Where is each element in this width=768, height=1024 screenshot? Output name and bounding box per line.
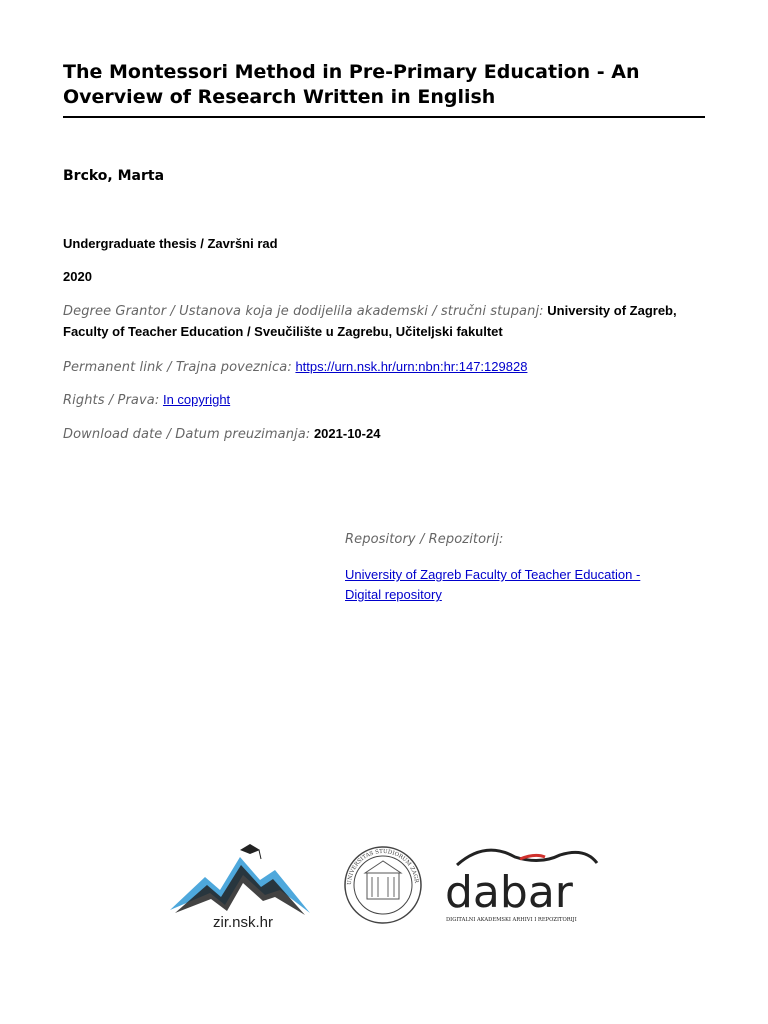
degree-grantor-label: Degree Grantor / Ustanova koja je dodijelila akademski / stručni stupanj: (63, 304, 544, 319)
permanent-link (63, 357, 703, 378)
dabar-subtitle: DIGITALNI AKADEMSKI ARHIVI I REPOZITORIJI (446, 917, 577, 923)
rights-link[interactable]: In copyright (162, 392, 231, 407)
degree-grantor-value: University of Zagreb, Faculty of Teacher Education / Sveučilište u Zagrebu, Učiteljski fakultet (63, 303, 677, 339)
zir-logo (170, 844, 310, 931)
download-date-label: Download date / Datum preuzimanja: (63, 427, 311, 442)
degree-grantor (63, 301, 703, 342)
document-type: Undergraduate thesis / Završni rad (63, 236, 278, 251)
repository-link[interactable]: University of Zagreb Faculty of Teacher Education - Digital repository (345, 567, 641, 602)
document-title: The Montessori Method in Pre-Primary Education - An Overview of Research Written in English (63, 61, 640, 108)
logos-svg (165, 835, 605, 935)
repository-value-row (345, 565, 675, 605)
document-year: 2020 (63, 269, 92, 284)
dabar-logo-text: dabar (445, 867, 573, 918)
graduation-cap-icon (240, 844, 260, 854)
author-name: Brcko, Marta (63, 168, 165, 184)
download-date (63, 424, 703, 445)
permanent-link-url[interactable]: https://urn.nsk.hr/urn:nbn:hr:147:129828 (295, 359, 528, 374)
repository-label: Repository / Repozitorij: (345, 532, 504, 547)
permanent-link-label: Permanent link / Trajna poveznica: (63, 360, 292, 375)
zir-logo-text: zir.nsk.hr (213, 914, 274, 931)
logo-strip (165, 835, 605, 935)
rights (63, 390, 703, 411)
rights-label: Rights / Prava: (63, 393, 160, 408)
dabar-logo (445, 850, 597, 923)
download-date-value: 2021-10-24 (313, 426, 381, 441)
repository-label-row (345, 529, 675, 550)
svg-text:UNIVERSITAS STUDIORUM ZAGRABIE (165, 835, 419, 885)
title-divider (63, 116, 705, 118)
seal-text: UNIVERSITAS STUDIORUM ZAGR (346, 848, 419, 886)
